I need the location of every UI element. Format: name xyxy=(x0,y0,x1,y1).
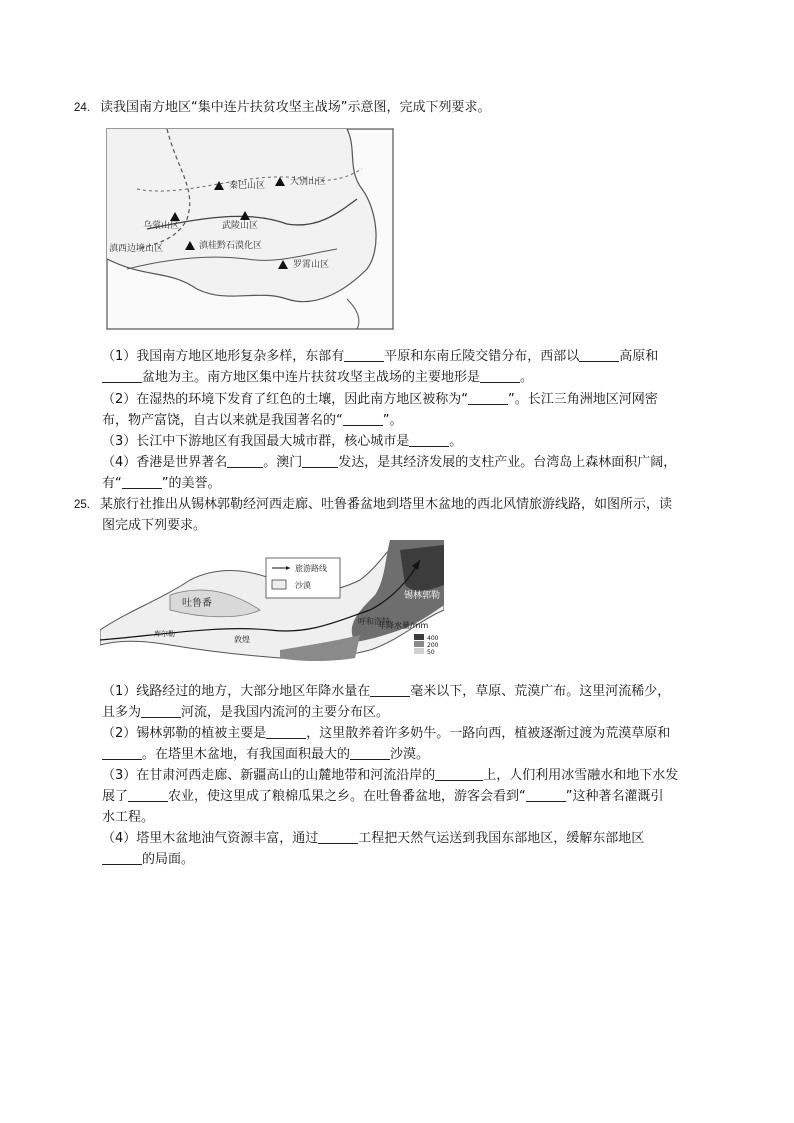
answer-blank[interactable] xyxy=(102,745,142,760)
q25-map-label: 库尔勒 xyxy=(154,630,175,638)
q24-stem xyxy=(74,97,734,119)
q24-map-label: 武陵山区 xyxy=(222,221,259,231)
q24-stem-text: 读我国南方地区“集中连片扶贫攻坚主战场”示意图，完成下列要求。 xyxy=(100,100,491,115)
q25-map-label: 锡林郭勒 xyxy=(404,591,441,601)
q25-map-label: 吐鲁番 xyxy=(182,598,212,609)
answer-blank[interactable] xyxy=(435,766,483,781)
q25-item2-line1: （2）锡林郭勒的植被主要是 ，这里散养着许多奶牛。一路向西，植被逐渐过渡为荒漠草原和 xyxy=(102,726,671,741)
answer-blank[interactable] xyxy=(344,347,384,362)
answer-blank[interactable] xyxy=(579,347,619,362)
q24-map-label: 滇桂黔石漠化区 xyxy=(199,241,263,251)
answer-blank[interactable] xyxy=(350,745,390,760)
answer-blank[interactable] xyxy=(266,724,306,739)
q24-map-label: 滇西边境山区 xyxy=(109,244,164,254)
q25-stem-line2: 图完成下列要求。 xyxy=(102,518,207,533)
answer-blank[interactable] xyxy=(128,787,168,802)
answer-blank[interactable] xyxy=(122,474,162,489)
q24-map-label: 乌蒙山区 xyxy=(143,221,180,231)
q25-item3-line3: 水工程。 xyxy=(102,810,155,825)
answer-blank[interactable] xyxy=(141,703,181,718)
answer-blank[interactable] xyxy=(409,432,449,447)
q25-item2-line2: 。在塔里木盆地，有我国面积最大的 沙漠。 xyxy=(102,744,732,765)
q24-item1-line2: 盆地为主。南方地区集中连片扶贫攻坚主战场的主要地形是 。 xyxy=(102,367,732,388)
q25-item4-line1: （4）塔里木盆地油气资源丰富，通过 工程把天然气运送到我国东部地区，缓解东部地区 xyxy=(102,831,645,846)
answer-blank[interactable] xyxy=(526,787,566,802)
rainfall-level: 400 xyxy=(427,635,439,642)
q24-item2-line2: 布，物产富饶，自古以来就是我国著名的“ ”。 xyxy=(102,413,403,428)
q25-number: 25. xyxy=(74,499,90,511)
answer-blank[interactable] xyxy=(343,411,383,426)
q24-map-label: 罗霄山区 xyxy=(293,260,330,270)
q25-item4-line2: 的局面。 xyxy=(102,849,732,870)
q24-item3: （3）长江中下游地区有我国最大城市群，核心城市是 。 xyxy=(102,434,463,449)
answer-blank[interactable] xyxy=(102,850,142,865)
answer-blank[interactable] xyxy=(102,368,142,383)
q25-item1-line1: （1）线路经过的地方，大部分地区年降水量在 毫米以下，草原、荒漠广布。这里河流稀少， xyxy=(102,684,671,699)
rainfall-level: 200 xyxy=(427,642,439,649)
q24-map-label: 秦巴山区 xyxy=(229,181,266,191)
legend-route-label: 旅游路线 xyxy=(295,564,327,573)
q25-stem-line1: 某旅行社推出从锡林郭勒经河西走廊、吐鲁番盆地到塔里木盆地的西北风情旅游线路，如图所示，读 xyxy=(100,497,673,512)
q24-item1-line1: （1）我国南方地区地形复杂多样，东部有 平原和东南丘陵交错分布，西部以 高原和 xyxy=(102,349,659,364)
answer-blank[interactable] xyxy=(480,368,520,383)
q24-map-label: 大别山区 xyxy=(290,177,327,187)
answer-blank[interactable] xyxy=(227,453,263,468)
q25-item1-line2: 且多为 河流，是我国内流河的主要分布区。 xyxy=(102,705,390,720)
rainfall-legend-title: 年降水量/mm xyxy=(378,621,429,630)
legend-desert-label: 沙漠 xyxy=(295,581,311,590)
q24-item2-line1: （2）在湿热的环境下发育了红色的土壤，因此南方地区被称为“ ”。长江三角洲地区河网密 xyxy=(102,392,658,407)
q24-number: 24. xyxy=(74,102,90,114)
q25-item3-line1: （3）在甘肃河西走廊、新疆高山的山麓地带和河流沿岸的 上，人们利用冰雪融水和地下水发 xyxy=(102,768,679,783)
q25-item3-line2: 展了 农业，使这里成了粮棉瓜果之乡。在吐鲁番盆地，游客会看到“ ”这种著名灌溉引 xyxy=(102,789,664,804)
answer-blank[interactable] xyxy=(302,453,338,468)
answer-blank[interactable] xyxy=(370,682,410,697)
rainfall-level: 50 xyxy=(427,649,435,656)
q25-map xyxy=(100,540,444,670)
answer-blank[interactable] xyxy=(318,829,358,844)
q24-map xyxy=(106,128,394,330)
answer-blank[interactable] xyxy=(468,390,508,405)
q25-stem xyxy=(74,494,734,516)
q24-item4-line1: （4）香港是世界著名 。澳门 发达，是其经济发展的支柱产业。台湾岛上森林面积广阔， xyxy=(102,455,677,470)
q25-map-label: 呼和浩特 xyxy=(358,617,390,626)
q24-item4-line2: 有“ ”的美誉。 xyxy=(102,476,221,491)
q25-map-label: 敦煌 xyxy=(234,635,250,644)
